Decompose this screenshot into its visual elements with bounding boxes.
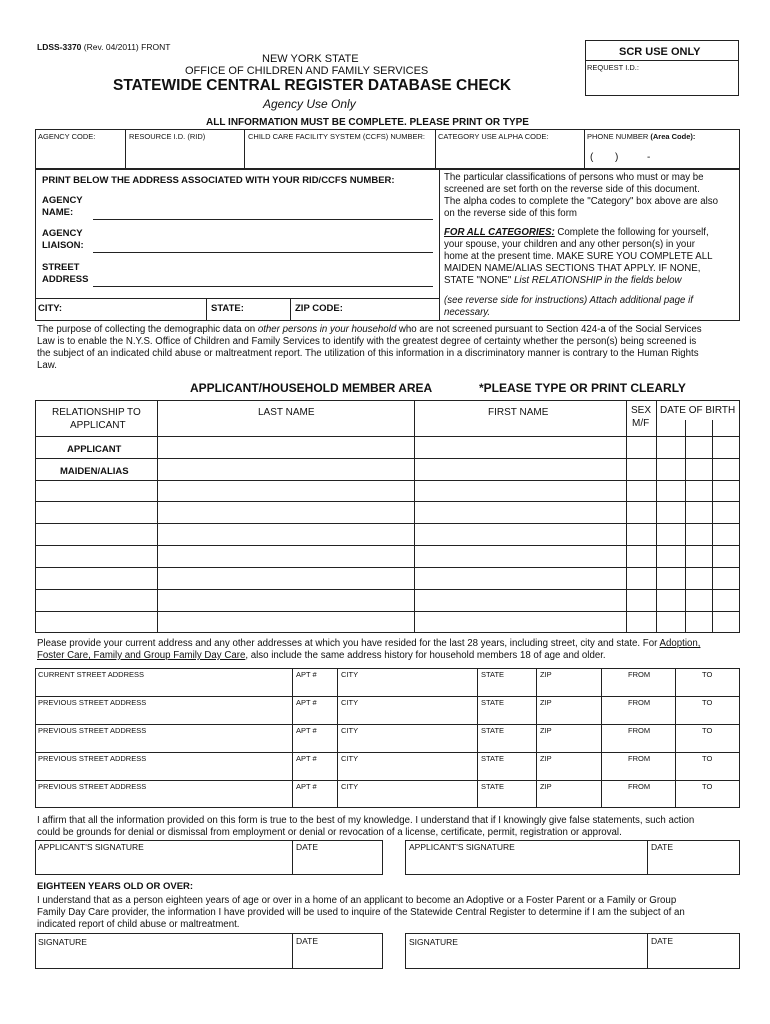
phone-label: PHONE NUMBER (Area Code): bbox=[587, 132, 696, 141]
affirmation-paragraph: I affirm that all the information provided on this form is true to the best of my knowledge. I understand that if I knowingly give false statements, such action could be grounds for denial or dismissal from employment or denial or revocation of a license, certificate, permit, registration or approval. bbox=[37, 815, 695, 838]
phone-paren-open: ( bbox=[590, 152, 594, 163]
row-applicant-label: APPLICANT bbox=[67, 444, 122, 455]
col-relationship-2: APPLICANT bbox=[70, 420, 126, 431]
ccfs-field[interactable] bbox=[247, 143, 432, 167]
agency-code-label: AGENCY CODE: bbox=[38, 132, 96, 141]
signature-label-2: SIGNATURE bbox=[409, 937, 458, 947]
agency-code-field[interactable] bbox=[38, 143, 122, 167]
col-sex-2: M/F bbox=[632, 418, 650, 429]
agency-name-label: AGENCY bbox=[42, 195, 83, 206]
address-history-intro: Please provide your current address and any other addresses at which you have resided for the last 28 years, including street, city and state. For Adoption, Foster Care, Family and Group Family Day Care, also include the same address history for household members 18 of age and older. bbox=[37, 638, 701, 661]
col-sex: SEX bbox=[631, 405, 652, 416]
office-name: OFFICE OF CHILDREN AND FAMILY SERVICES bbox=[185, 65, 429, 77]
agency-liaison-line bbox=[93, 252, 433, 253]
street-address-label: STREET bbox=[42, 262, 80, 273]
street-address-label-2: ADDRESS bbox=[42, 274, 89, 285]
zip-code-label: ZIP CODE: bbox=[295, 303, 343, 314]
col-relationship: RELATIONSHIP TO bbox=[52, 407, 141, 418]
instructions-classifications: The particular classifications of persons who must or may be screened are set forth on the reverse side of this document. The alpha codes to complete the "Category" box above are also on the reverse side of this form bbox=[444, 172, 718, 219]
scr-use-only-label: SCR USE ONLY bbox=[619, 46, 701, 58]
purpose-paragraph: The purpose of collecting the demographic data on other persons in your household who are not screened pursuant to Section 424-a of the Social Services Law is to enable the N.Y.S. Office of Children and Family Services to identify with the greatest degree of certainty whether the person(s) being screened is the subject of an indicated child abuse or maltreatment report. The utilization of this information in a discriminatory manner is contrary to the Human Rights Law. bbox=[37, 324, 702, 371]
state-field[interactable] bbox=[246, 300, 288, 319]
agency-liaison-field[interactable] bbox=[93, 229, 433, 251]
household-heading: APPLICANT/HOUSEHOLD MEMBER AREA bbox=[190, 381, 433, 395]
resource-id-label: RESOURCE I.D. (RID) bbox=[129, 132, 206, 141]
col-first-name: FIRST NAME bbox=[488, 407, 549, 418]
signature-label-1: SIGNATURE bbox=[38, 937, 87, 947]
agency-liaison-label-2: LIAISON: bbox=[42, 240, 84, 251]
city-label: CITY: bbox=[38, 303, 63, 314]
col-last-name: LAST NAME bbox=[258, 407, 315, 418]
category-field[interactable] bbox=[438, 143, 581, 167]
instructions-reverse-side: (see reverse side for instructions) Attach additional page if necessary. bbox=[444, 295, 693, 318]
col-date-of-birth: DATE OF BIRTH bbox=[660, 405, 736, 416]
ccfs-label: CHILD CARE FACILITY SYSTEM (CCFS) NUMBER: bbox=[248, 132, 425, 141]
street-address-line bbox=[93, 286, 433, 287]
category-label: CATEGORY USE ALPHA CODE: bbox=[438, 132, 549, 141]
phone-field[interactable] bbox=[587, 143, 737, 167]
state-name: NEW YORK STATE bbox=[262, 53, 359, 65]
signature-date-label-1: DATE bbox=[296, 936, 319, 946]
form-subtitle: Agency Use Only bbox=[263, 97, 356, 111]
agency-liaison-label: AGENCY bbox=[42, 228, 83, 239]
address-heading: PRINT BELOW THE ADDRESS ASSOCIATED WITH YOUR RID/CCFS NUMBER: bbox=[42, 175, 395, 186]
form-title: STATEWIDE CENTRAL REGISTER DATABASE CHECK bbox=[113, 77, 512, 94]
date-label-2: DATE bbox=[651, 842, 674, 852]
form-id: LDSS-3370 (Rev. 04/2011) FRONT bbox=[37, 42, 171, 52]
signature-box-1[interactable] bbox=[35, 933, 383, 969]
phone-dash: - bbox=[647, 152, 651, 163]
state-label: STATE: bbox=[211, 303, 244, 314]
row-maiden-alias-label: MAIDEN/ALIAS bbox=[60, 466, 129, 477]
agency-name-line bbox=[93, 219, 433, 220]
eighteen-paragraph: I understand that as a person eighteen years of age or over in a home of an applicant to become an Adoptive or a Foster Parent or a Family or Group Family Day Care provider, the information I have provided will be used to inquire of the Statewide Central Register to determine if I am the subject of an indicated report of child abuse or maltreatment. bbox=[37, 895, 685, 930]
zip-code-field[interactable] bbox=[350, 300, 436, 319]
resource-id-field[interactable] bbox=[128, 143, 241, 167]
agency-name-label-2: NAME: bbox=[42, 207, 74, 218]
agency-name-field[interactable] bbox=[93, 196, 433, 218]
household-entry-area[interactable] bbox=[158, 437, 740, 633]
signature-date-label-2: DATE bbox=[651, 936, 674, 946]
request-id-label: REQUEST I.D.: bbox=[587, 63, 639, 72]
complete-notice: ALL INFORMATION MUST BE COMPLETE. PLEASE PRINT OR TYPE bbox=[206, 117, 529, 128]
applicant-signature-label-1: APPLICANT'S SIGNATURE bbox=[38, 842, 144, 852]
city-field[interactable] bbox=[62, 300, 204, 319]
applicant-signature-label-2: APPLICANT'S SIGNATURE bbox=[409, 842, 515, 852]
street-address-field[interactable] bbox=[93, 263, 433, 285]
instructions-all-categories: FOR ALL CATEGORIES: Complete the following for yourself, your spouse, your children and any other person(s) in your home at the present time. MAKE SURE YOU COMPLETE ALL MAIDEN NAME/ALIAS SECTIONS THAT APPLY. IF NONE, STATE "NONE" List RELATIONSHIP in the fields below bbox=[444, 227, 713, 286]
phone-paren-close: ) bbox=[615, 152, 619, 163]
print-clearly-note: *PLEASE TYPE OR PRINT CLEARLY bbox=[479, 381, 686, 395]
date-label-1: DATE bbox=[296, 842, 319, 852]
eighteen-heading: EIGHTEEN YEARS OLD OR OVER: bbox=[37, 881, 194, 892]
